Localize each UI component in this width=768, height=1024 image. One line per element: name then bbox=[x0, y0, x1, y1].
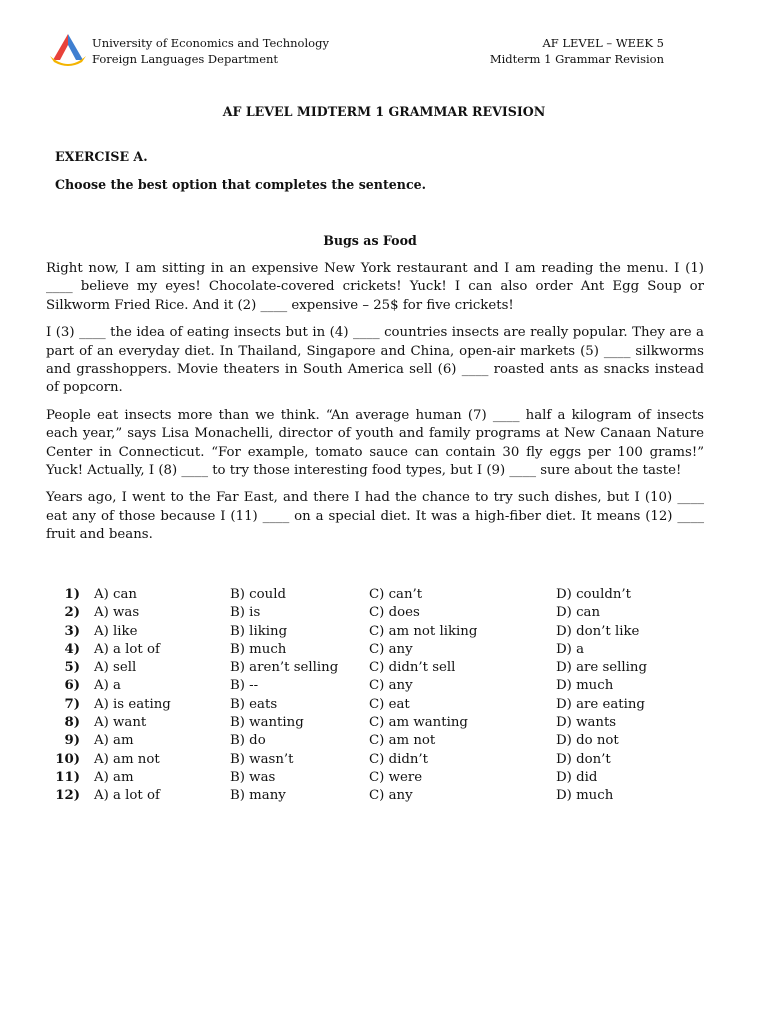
department-name: Foreign Languages Department bbox=[92, 52, 279, 66]
option-row bbox=[46, 623, 686, 641]
option-c: C) does bbox=[369, 605, 420, 621]
option-d: D) are eating bbox=[556, 696, 645, 712]
option-a: A) am bbox=[94, 769, 134, 785]
option-a: A) is eating bbox=[94, 696, 171, 712]
option-c: C) any bbox=[369, 641, 413, 657]
option-row bbox=[46, 677, 686, 695]
option-d: D) much bbox=[556, 788, 614, 804]
option-c: C) didn’t sell bbox=[369, 660, 456, 676]
option-b: B) liking bbox=[230, 623, 288, 639]
option-c: C) am not bbox=[369, 733, 436, 749]
university-name: University of Economics and Technology bbox=[92, 36, 329, 50]
exercise-heading: EXERCISE A. bbox=[55, 149, 148, 164]
question-number: 7) bbox=[64, 696, 80, 712]
option-d: D) much bbox=[556, 678, 614, 694]
option-d: D) can bbox=[556, 605, 601, 621]
option-d: D) do not bbox=[556, 733, 619, 749]
header-left bbox=[92, 35, 329, 67]
option-c: C) eat bbox=[369, 696, 410, 712]
exercise-instruction: Choose the best option that completes the sentence. bbox=[55, 177, 427, 192]
level-week: AF LEVEL – WEEK 5 bbox=[542, 36, 664, 50]
question-number: 2) bbox=[64, 605, 80, 621]
option-c: C) any bbox=[369, 678, 413, 694]
option-a: A) a lot of bbox=[94, 788, 160, 804]
option-a: A) sell bbox=[94, 660, 137, 676]
option-a: A) was bbox=[94, 605, 140, 621]
option-a: A) want bbox=[94, 715, 147, 731]
passage-paragraph: Years ago, I went to the Far East, and there I had the chance to try such dishes, but I (10) ____ eat any of those because I (11) ____ on a special diet. It was a high-fiber diet. It means (12) ____ fruit and beans. bbox=[46, 490, 704, 543]
question-number: 12) bbox=[55, 788, 80, 804]
question-number: 5) bbox=[64, 660, 80, 676]
option-a: A) am not bbox=[94, 751, 160, 767]
option-c: C) were bbox=[369, 769, 423, 785]
option-c: C) am wanting bbox=[369, 715, 468, 731]
option-row bbox=[46, 787, 686, 805]
question-number: 11) bbox=[55, 769, 80, 785]
option-b: B) was bbox=[230, 769, 276, 785]
option-b: B) aren’t selling bbox=[230, 660, 339, 676]
option-d: D) a bbox=[556, 641, 585, 657]
university-logo-icon bbox=[48, 32, 88, 68]
passage-paragraph: Right now, I am sitting in an expensive New York restaurant and I am reading the menu. I (1) ____ believe my eyes! Chocolate-covered crickets! Yuck! I can also order Ant Egg Soup or Silkworm Fried Rice. And it (2) ____ expensive – 25$ for five crickets! bbox=[46, 261, 704, 313]
question-number: 3) bbox=[64, 623, 80, 639]
option-row bbox=[46, 696, 686, 714]
option-d: D) couldn’t bbox=[556, 587, 631, 602]
option-row bbox=[46, 659, 686, 677]
header-subtitle: Midterm 1 Grammar Revision bbox=[489, 52, 664, 66]
question-number: 10) bbox=[55, 751, 80, 767]
option-d: D) wants bbox=[556, 715, 617, 731]
option-d: D) did bbox=[556, 769, 598, 785]
option-row bbox=[46, 641, 686, 659]
option-b: B) wasn’t bbox=[230, 751, 294, 767]
option-a: A) can bbox=[94, 587, 137, 602]
option-b: B) eats bbox=[230, 696, 278, 712]
header-right bbox=[490, 35, 664, 67]
story-title: Bugs as Food bbox=[323, 233, 417, 248]
option-c: C) am not liking bbox=[369, 623, 478, 639]
option-row bbox=[46, 732, 686, 750]
option-b: B) wanting bbox=[230, 715, 304, 731]
option-row bbox=[46, 604, 686, 622]
option-d: D) don’t bbox=[556, 751, 611, 767]
option-b: B) many bbox=[230, 788, 286, 804]
passage-paragraph: People eat insects more than we think. “An average human (7) ____ half a kilogram of insects each year,” says Lisa Monachelli, director of youth and family programs at New Canaan Nature Center in Connecticut. “For example, tomato sauce can contain 30 fly eggs per 100 grams!” Yuck! Actually, I (8) ____ to try those interesting food types, but I (9) ____ sure about the taste! bbox=[46, 407, 704, 479]
question-number: 8) bbox=[64, 715, 80, 731]
option-d: D) don’t like bbox=[556, 623, 640, 639]
passage-paragraph: I (3) ____ the idea of eating insects but in (4) ____ countries insects are really popular. They are a part of an everyday diet. In Thailand, Singapore and China, open-air markets (5) ____ silkworms and grasshoppers. Movie theaters in South America sell (6) ____ roasted ants as snacks instead of popcorn. bbox=[46, 325, 704, 396]
option-c: C) didn’t bbox=[369, 751, 428, 767]
question-number: 9) bbox=[64, 733, 80, 749]
option-b: B) -- bbox=[230, 678, 259, 694]
option-row bbox=[46, 586, 686, 604]
option-a: A) like bbox=[94, 623, 138, 639]
question-number: 1) bbox=[64, 587, 80, 602]
option-row bbox=[46, 751, 686, 769]
option-a: A) a lot of bbox=[94, 641, 160, 657]
option-row bbox=[46, 714, 686, 732]
answer-options bbox=[46, 586, 686, 806]
reading-passage bbox=[46, 260, 704, 554]
option-c: C) can’t bbox=[369, 587, 423, 602]
question-number: 6) bbox=[64, 678, 80, 694]
option-row bbox=[46, 769, 686, 787]
option-b: B) much bbox=[230, 641, 287, 657]
option-a: A) am bbox=[94, 733, 134, 749]
option-a: A) a bbox=[94, 678, 121, 694]
question-number: 4) bbox=[64, 641, 80, 657]
option-d: D) are selling bbox=[556, 660, 647, 676]
option-b: B) is bbox=[230, 605, 261, 621]
page-header bbox=[48, 30, 668, 70]
option-b: B) do bbox=[230, 733, 266, 749]
option-b: B) could bbox=[230, 587, 286, 602]
page-title: AF LEVEL MIDTERM 1 GRAMMAR REVISION bbox=[222, 104, 546, 119]
option-c: C) any bbox=[369, 788, 413, 804]
